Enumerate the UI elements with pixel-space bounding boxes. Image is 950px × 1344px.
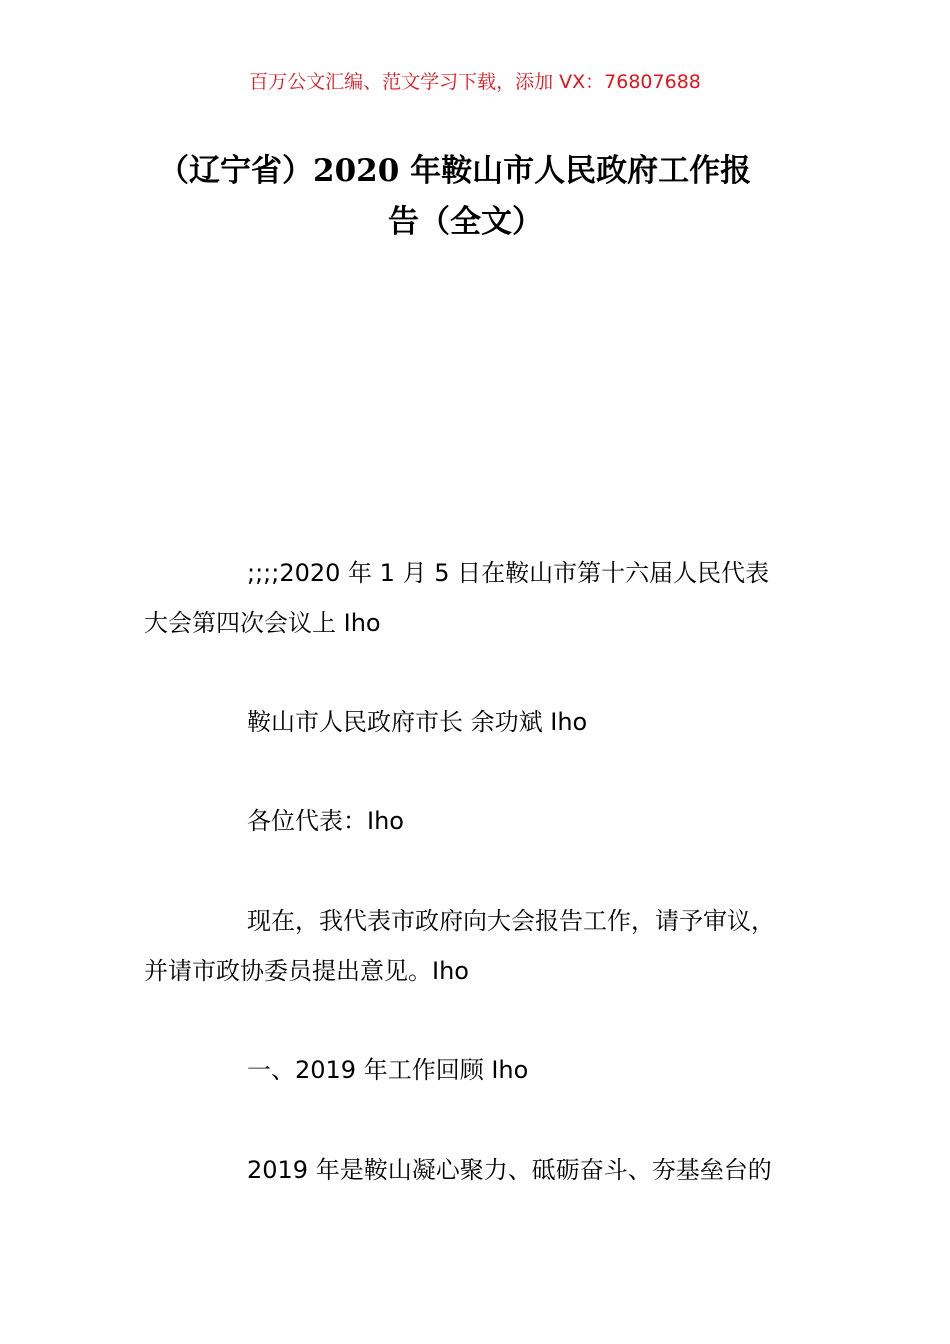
meeting-date-line-1: ;;;;2020 年 1 月 5 日在鞍山市第十六届人民代表 bbox=[247, 559, 770, 587]
watermark-banner: 百万公文汇编、范文学习下载，添加 VX：76807688 bbox=[249, 71, 701, 93]
intro-paragraph-line-2: 并请市政协委员提出意见。Iho bbox=[144, 957, 469, 985]
meeting-date-line-2: 大会第四次会议上 Iho bbox=[144, 609, 381, 637]
speaker-line: 鞍山市人民政府市长 余功斌 Iho bbox=[247, 708, 588, 736]
intro-paragraph-line-1: 现在，我代表市政府向大会报告工作，请予审议， bbox=[247, 907, 775, 935]
document-title-line-1: （辽宁省）2020 年鞍山市人民政府工作报 bbox=[158, 153, 752, 189]
document-title-line-2: 告（全文） bbox=[388, 204, 543, 240]
salutation-line: 各位代表：Iho bbox=[247, 807, 404, 835]
review-paragraph-line-1: 2019 年是鞍山凝心聚力、砥砺奋斗、夯基垒台的 bbox=[247, 1156, 772, 1184]
section-heading-review: 一、2019 年工作回顾 Iho bbox=[247, 1056, 529, 1084]
